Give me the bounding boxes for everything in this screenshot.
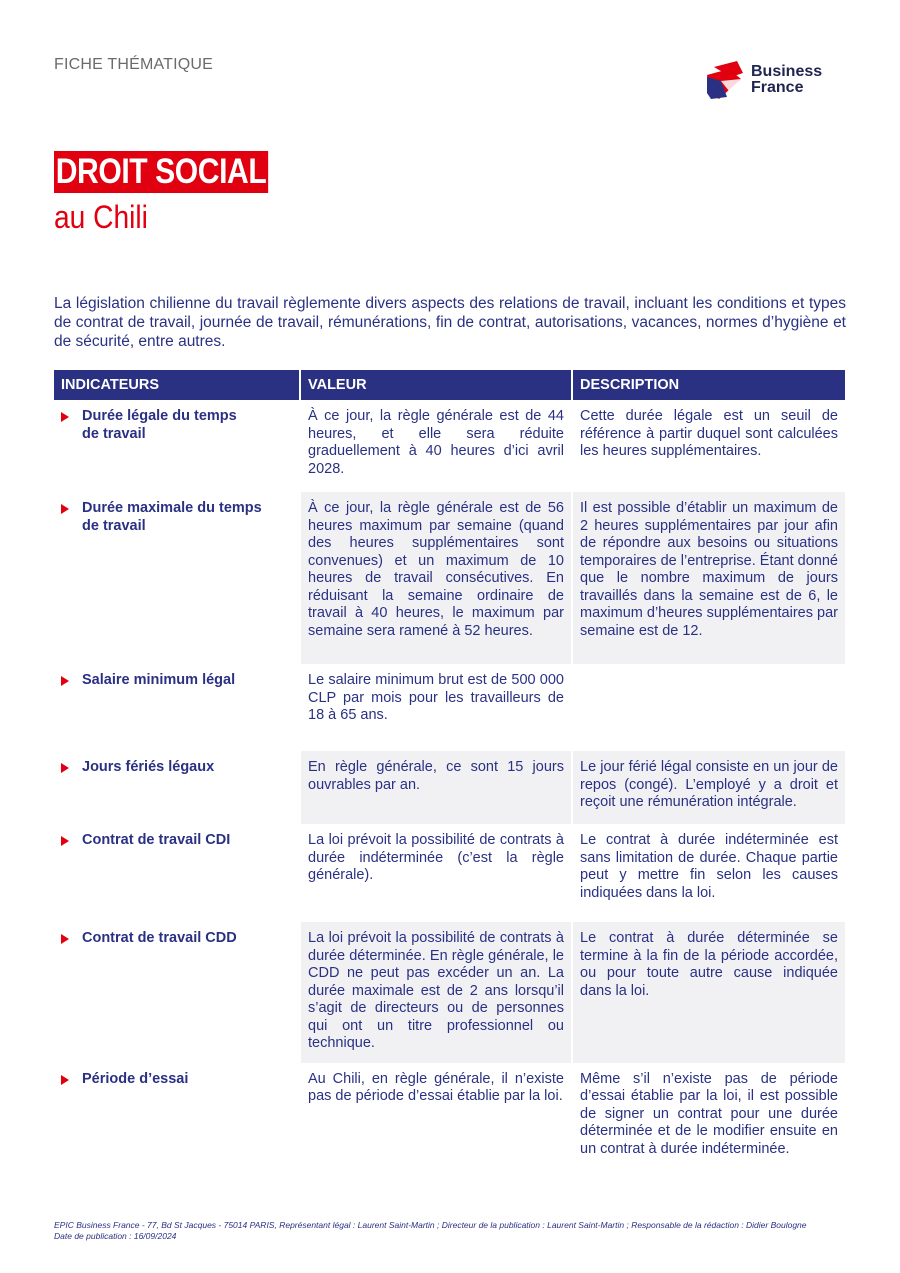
description-cell <box>572 664 845 751</box>
header-valeur: VALEUR <box>300 370 572 400</box>
business-france-logo-icon <box>707 61 743 99</box>
description-cell: Il est possible d’établir un maximum de 2 heures supplémentaires par jour afin de répondre aux besoins ou situations temporaires de l’entreprise. Étant donné que le nombre maximum de jours travaillés dans la semaine est de 6, le maximum d’heures supplémentaires par semaine est de 12. <box>572 492 845 664</box>
table-row <box>54 922 845 1063</box>
intro-paragraph: La législation chilienne du travail règlemente divers aspects des relations de travail, incluant les conditions et types de contrat de travail, journée de travail, rémunérations, fin de contrat, autorisations, vacances, normes d’hygiène et de sécurité, entre autres. <box>54 295 846 350</box>
description-cell: Le jour férié légal consiste en un jour de repos (congé). L’employé y a droit et reçoit une rémunération intégrale. <box>572 751 845 824</box>
table-row <box>54 751 845 824</box>
arrow-right-icon <box>61 676 69 686</box>
arrow-right-icon <box>61 934 69 944</box>
value-cell: La loi prévoit la possibilité de contrats à durée déterminée. En règle générale, le CDD ne peut pas excéder un an. La durée maximale est de 2 ans lorsqu’il s’agit de directeurs ou de personnes qui ont un titre professionnel ou technique. <box>300 922 572 1063</box>
indicator-cell <box>54 400 300 492</box>
header-description: DESCRIPTION <box>572 370 845 400</box>
indicator-label: Période d’essai <box>82 1070 189 1087</box>
footer-date: Date de publication : 16/09/2024 <box>54 1231 177 1241</box>
indicator-cell <box>54 492 300 664</box>
value-cell: Au Chili, en règle générale, il n’existe pas de période d’essai établie par la loi. <box>300 1063 572 1169</box>
indicator-label: Salaire minimum légal <box>82 672 236 688</box>
footer <box>54 1220 846 1242</box>
arrow-right-icon <box>61 412 69 422</box>
value-cell: En règle générale, ce sont 15 jours ouvrables par an. <box>300 751 572 824</box>
arrow-right-icon <box>61 836 69 846</box>
value-cell: La loi prévoit la possibilité de contrats à durée indéterminée (c’est la règle générale). <box>300 824 572 922</box>
page-subtitle: au Chili <box>54 199 148 235</box>
arrow-right-icon <box>61 763 69 773</box>
description-cell: Même s’il n’existe pas de période d’essai établie par la loi, il est possible de signer un contrat pour une durée déterminée et de le modifier ensuite en un contrat à durée indéterminée. <box>580 1070 838 1157</box>
footer-legal: EPIC Business France - 77, Bd St Jacques - 75014 PARIS, Représentant légal : Laurent Saint-Martin ; Directeur de la publication : Laurent Saint-Martin ; Responsable de la rédaction : Didier Boulogne <box>54 1220 807 1230</box>
table-row <box>54 664 845 751</box>
header-indicateurs: INDICATEURS <box>54 370 300 400</box>
logo-line-1: Business <box>751 63 823 80</box>
value-cell: À ce jour, la règle générale est de 56 heures maximum par semaine (quand des heures supplémentaires sont convenues) et un maximum de 10 heures de travail consécutives. En réduisant la semaine ordinaire de travail à 40 heures, le maximum par semaine sera ramené à 52 heures. <box>300 492 572 664</box>
indicators-table <box>54 370 845 1168</box>
indicator-label: Jours fériés légaux <box>82 759 215 775</box>
arrow-right-icon <box>61 504 69 514</box>
description-cell: Le contrat à durée indéterminée est sans limitation de durée. Chaque partie peut y mettre fin selon les causes indiquées dans la loi. <box>580 832 838 901</box>
description-cell: Le contrat à durée déterminée se termine à la fin de la période accordée, ou pour toute autre cause indiquée dans la loi. <box>572 922 845 1063</box>
page-title: DROIT SOCIAL <box>55 152 267 191</box>
description-cell: Cette durée légale est un seuil de référence à partir duquel sont calculées les heures supplémentaires. <box>580 408 838 459</box>
indicator-label: Durée légale du temps de travail <box>82 408 237 442</box>
indicator-label: Contrat de travail CDI <box>82 832 231 848</box>
business-france-logo[interactable] <box>707 60 847 100</box>
indicator-cell <box>54 751 300 824</box>
table-row <box>54 1063 845 1169</box>
value-cell: À ce jour, la règle générale est de 44 heures, et elle sera réduite graduellement à 40 heures d’ici avril 2028. <box>300 400 572 492</box>
indicator-cell <box>54 1063 300 1169</box>
table-header-row <box>54 370 845 400</box>
table-row <box>54 400 845 492</box>
table-row <box>54 824 845 922</box>
table-row <box>54 492 845 664</box>
indicator-cell <box>54 922 300 1063</box>
value-cell: Le salaire minimum brut est de 500 000 CLP par mois pour les travailleurs de 18 à 65 ans. <box>300 664 572 751</box>
arrow-right-icon <box>61 1075 69 1085</box>
indicator-cell <box>54 824 300 922</box>
indicator-label: Contrat de travail CDD <box>82 930 237 946</box>
logo-line-2: France <box>751 79 804 96</box>
indicator-label: Durée maximale du temps de travail <box>82 500 262 534</box>
kicker: FICHE THÉMATIQUE <box>54 56 214 73</box>
indicator-cell <box>54 664 300 751</box>
